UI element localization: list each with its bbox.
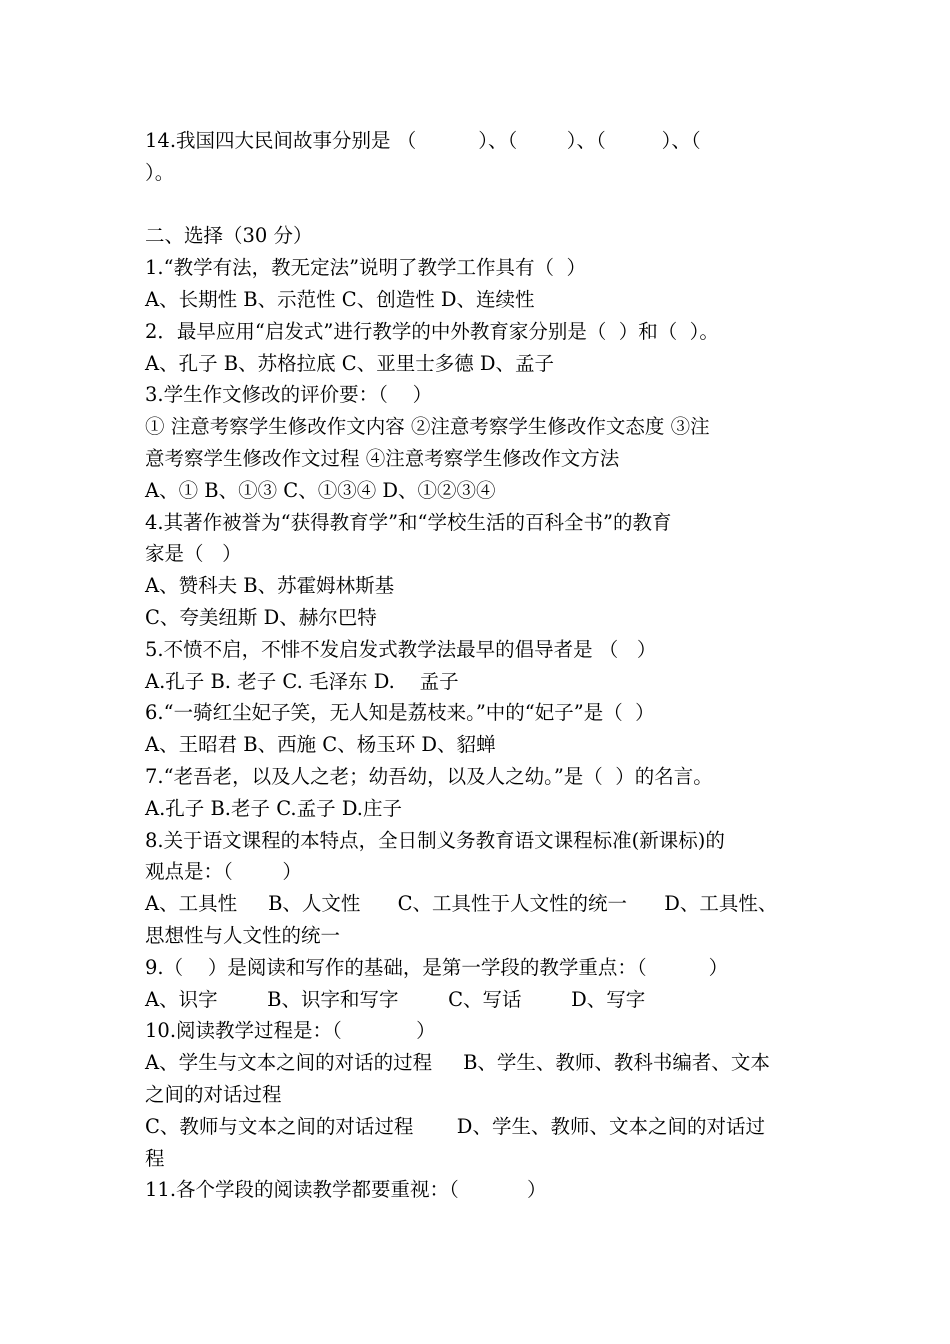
question-8-line-2: 观点是：（ ）: [145, 860, 302, 884]
question-3-options: A、① B、①③ C、①③④ D、①②③④: [145, 478, 496, 502]
question-14-line-2: ）。: [145, 160, 175, 184]
question-5-options: A.孔子 B. 老子 C. 毛泽东 D. 孟子: [145, 669, 459, 693]
question-9-options: A、识字 B、识字和写字 C、写话 D、写字: [145, 987, 646, 1011]
question-10-options-line-2: 之间的对话过程: [145, 1082, 282, 1106]
question-6-options: A、王昭君 B、西施 C、杨玉环 D、貂蝉: [145, 733, 496, 757]
question-10-options-line-4: 程: [145, 1146, 165, 1170]
question-2: 2．最早应用“启发式”进行教学的中外教育家分别是（ ）和（ ）。: [145, 319, 719, 343]
question-7: 7.“老吾老，以及人之老；幼吾幼，以及人之幼。”是（ ）的名言。: [145, 764, 713, 788]
question-4-options-line-1: A、赞科夫 B、苏霍姆林斯基: [145, 574, 395, 598]
question-8-options-line-2: 思想性与人文性的统一: [145, 923, 341, 947]
question-10: 10.阅读教学过程是：（ ）: [145, 1019, 436, 1043]
question-10-options-line-3: C、教师与文本之间的对话过程 D、学生、教师、文本之间的对话过: [145, 1114, 765, 1138]
question-4-options-line-2: C、夸美纽斯 D、赫尔巴特: [145, 605, 377, 629]
question-4-line-1: 4.其著作被誉为“获得教育学”和“学校生活的百科全书”的教育: [145, 510, 672, 534]
question-1: 1.“教学有法，教无定法”说明了教学工作具有（ ）: [145, 256, 586, 280]
question-3-statements-line-2: 意考察学生修改作文过程 ④注意考察学生修改作文方法: [145, 446, 620, 470]
question-3: 3.学生作文修改的评价要：（ ）: [145, 383, 433, 407]
question-10-options-line-1: A、学生与文本之间的对话的过程 B、学生、教师、教科书编者、文本: [145, 1051, 770, 1075]
document-page: [145, 125, 810, 1206]
question-2-options: A、孔子 B、苏格拉底 C、亚里士多德 D、孟子: [145, 351, 555, 375]
question-7-options: A.孔子 B.老子 C.孟子 D.庄子: [145, 796, 402, 820]
question-9: 9.（ ）是阅读和写作的基础，是第一学段的教学重点：（ ）: [145, 955, 729, 979]
question-11: 11.各个学段的阅读教学都要重视：（ ）: [145, 1178, 547, 1202]
question-8-line-1: 8.关于语文课程的本特点，全日制义务教育语文课程标准(新课标)的: [145, 828, 725, 852]
question-14-line-1: 14.我国四大民间故事分别是 （ ）、（ ）、（ ）、（: [145, 129, 701, 152]
blank-line: [145, 189, 810, 221]
question-6: 6.“一骑红尘妃子笑，无人知是荔枝来。”中的“妃子”是（ ）: [145, 701, 655, 725]
question-3-statements-line-1: ① 注意考察学生修改作文内容 ②注意考察学生修改作文态度 ③注: [145, 415, 710, 439]
section-heading: 二、选择（30 分）: [145, 224, 313, 248]
question-8-options-line-1: A、工具性 B、人文性 C、工具性于人文性的统一 D、工具性、: [145, 892, 778, 916]
question-5: 5.不愤不启，不悱不发启发式教学法最早的倡导者是 （ ）: [145, 637, 657, 661]
question-4-line-2: 家是（ ）: [145, 542, 242, 566]
question-1-options: A、长期性 B、示范性 C、创造性 D、连续性: [145, 287, 535, 311]
